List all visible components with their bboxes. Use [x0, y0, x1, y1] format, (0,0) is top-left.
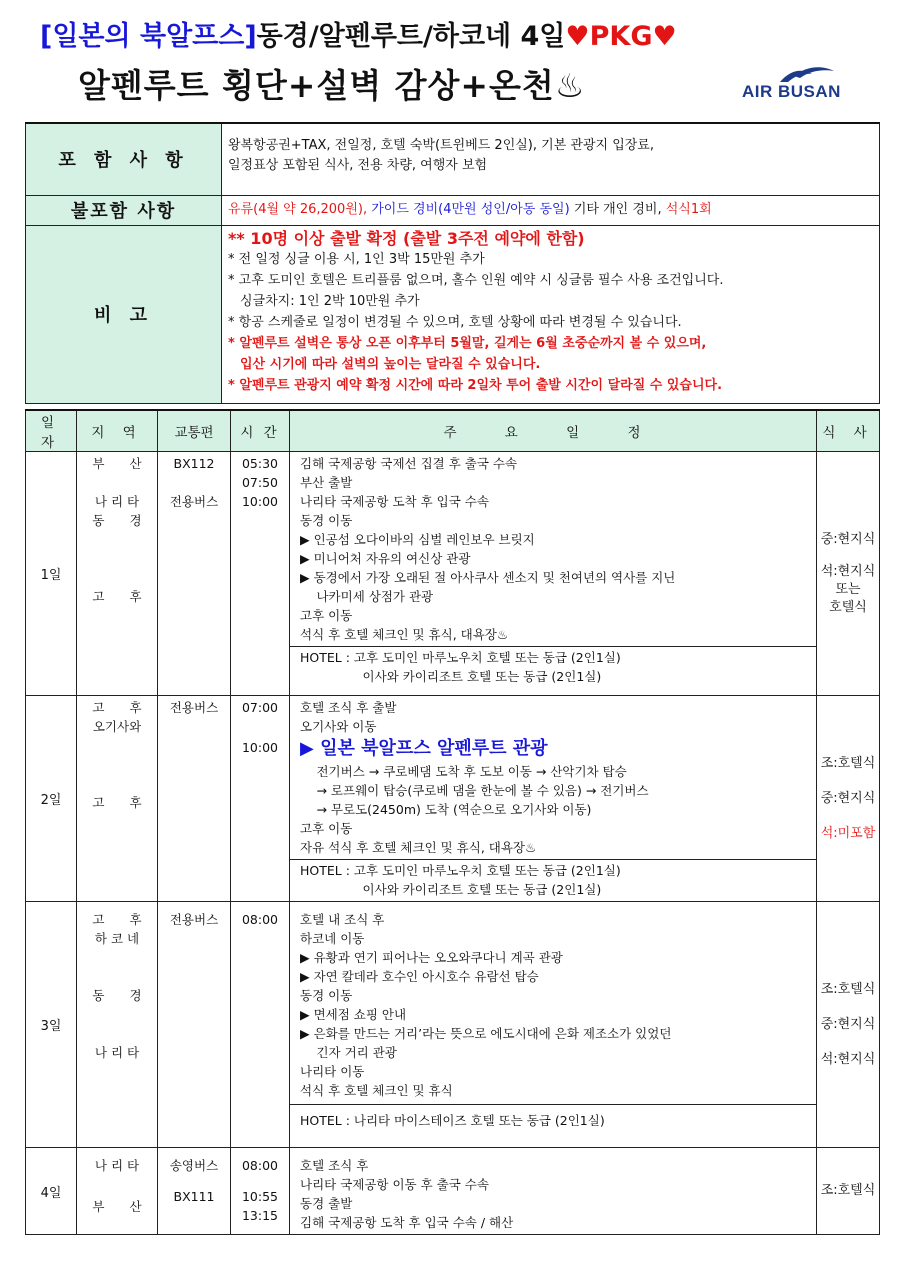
meal-item: 석:현지식	[820, 563, 876, 579]
meal-cell	[817, 696, 880, 902]
page-title	[40, 14, 880, 53]
title-route: 동경/알펜루트/하코네 4일	[256, 21, 566, 52]
itinerary-item: 김해 국제공항 국제선 집결 후 출국 수속	[300, 456, 518, 471]
region-name: 나 리 타	[94, 494, 140, 509]
region-name: 고 후	[92, 795, 142, 810]
itinerary-item: 전기버스 → 쿠로베댐 도착 후 도보 이동 → 산악기차 탑승	[300, 764, 627, 779]
itinerary-item: 오기사와 이동	[300, 719, 377, 734]
meal-cell	[817, 902, 880, 1148]
notes-line: * 항공 스케줄로 일정이 변경될 수 있으며, 호텔 상황에 따라 변경될 수 있습니다.	[228, 314, 682, 330]
notes-label: 비 고	[26, 225, 222, 403]
itinerary-item: 나리타 국제공항 도착 후 입국 수속	[300, 494, 489, 509]
itinerary-item: 나리타 이동	[300, 1064, 365, 1079]
region-name: 나 리 타	[94, 1158, 140, 1173]
excluded-etc: 기타 개인 경비,	[573, 201, 662, 217]
itinerary-item: 고후 이동	[300, 821, 353, 836]
excluded-fuel: 유류(4월 약 26,200원),	[228, 201, 368, 217]
time-value: 10:00	[241, 740, 279, 755]
itinerary-item: 자유 석식 후 호텔 체크인 및 휴식, 대욕장♨	[300, 840, 537, 855]
included-line: 왕복항공권+TAX, 전일정, 호텔 숙박(트윈베드 2인실), 기본 관광지 입장료,	[228, 138, 655, 153]
region-name: 하 코 네	[94, 931, 140, 946]
region-name: 부 산	[92, 1199, 142, 1214]
header-meal: 식 사	[817, 410, 880, 452]
region-name: 오기사와	[92, 719, 142, 734]
excluded-dinner: 석식1회	[665, 201, 712, 217]
itinerary-item: 호텔 조식 후	[300, 1158, 369, 1173]
time-value: 08:00	[241, 912, 279, 927]
transport-name: 전용버스	[169, 912, 219, 927]
meal-item: 석:미포함	[820, 825, 876, 841]
day2-row	[26, 696, 880, 902]
region-name: 부 산	[92, 456, 142, 471]
transport-cell	[158, 1148, 231, 1235]
schedule-table	[25, 409, 880, 1235]
itinerary-item: 고후 이동	[300, 608, 353, 623]
day-label: 3일	[26, 902, 77, 1148]
day4-row	[26, 1148, 880, 1235]
time-value: 10:55	[241, 1189, 279, 1204]
hotel-line: 이사와 카이리조트 호텔 또는 동급 (2인1실)	[300, 669, 602, 684]
itinerary-item: ▶ 면세점 쇼핑 안내	[300, 1007, 407, 1022]
excluded-content	[222, 195, 880, 225]
header-transport: 교통편	[158, 410, 231, 452]
itinerary-item: 부산 출발	[300, 475, 353, 490]
onsen-icon: ♨	[554, 66, 586, 105]
transport-cell	[158, 452, 231, 696]
transport-cell	[158, 696, 231, 902]
subtitle-text: 알펜루트 횡단+설벽 감상+온천	[78, 66, 555, 105]
itinerary-item: 김해 국제공항 도착 후 입국 수속 / 해산	[300, 1215, 514, 1230]
header-time: 시 간	[231, 410, 290, 452]
transport-name: 전용버스	[169, 494, 219, 509]
time-cell	[231, 696, 290, 902]
notes-headline: ** 10명 이상 출발 확정 (출발 3주전 예약에 한함)	[228, 228, 585, 248]
itinerary-cell	[290, 452, 817, 696]
meal-item: 또는	[835, 581, 861, 597]
itinerary-item: 긴자 거리 관광	[300, 1045, 397, 1060]
heart-icon: ♥	[652, 21, 677, 52]
title-pkg: PKG	[589, 21, 653, 52]
transport-name: 전용버스	[169, 700, 219, 715]
itinerary-item: 하코네 이동	[300, 931, 365, 946]
region-cell	[77, 452, 158, 696]
itinerary-item: 동경 이동	[300, 513, 353, 528]
excluded-label: 불포함 사항	[26, 195, 222, 225]
itinerary-item: 나카미세 상점가 관광	[300, 589, 434, 604]
info-table	[25, 122, 880, 404]
time-cell	[231, 902, 290, 1148]
itinerary-item: 석식 후 호텔 체크인 및 휴식, 대욕장♨	[300, 627, 509, 642]
itinerary-item: 동경 출발	[300, 1196, 353, 1211]
time-value: 13:15	[241, 1208, 279, 1223]
time-value: 08:00	[241, 1158, 279, 1173]
page-subtitle	[78, 60, 585, 107]
day-label: 4일	[26, 1148, 77, 1235]
hotel-line: 이사와 카이리조트 호텔 또는 동급 (2인1실)	[300, 882, 602, 897]
itinerary-item: 동경 이동	[300, 988, 353, 1003]
itinerary-cell	[290, 696, 817, 902]
itinerary-item: ▶ 유황과 연기 피어나는 오오와쿠다니 계곡 관광	[300, 950, 563, 965]
transport-name: BX112	[173, 456, 215, 471]
itinerary-item: → 로프웨이 탑승(쿠로베 댐을 한눈에 볼 수 있음) → 전기버스	[300, 783, 649, 798]
itinerary-item: 호텔 내 조식 후	[300, 912, 385, 927]
excluded-guide: 가이드 경비(4만원 성인/아동 동일)	[371, 201, 570, 217]
meal-item: 중:현지식	[820, 790, 876, 806]
meal-cell	[817, 1148, 880, 1235]
itinerary-item: → 무로도(2450m) 도착 (역순으로 오기사와 이동)	[300, 802, 592, 817]
airline-logo-text: AIR BUSAN	[742, 82, 841, 101]
itinerary-item: ▶ 자연 칼데라 호수인 아시호수 유람선 탑승	[300, 969, 539, 984]
meal-item: 조:호텔식	[820, 981, 876, 997]
time-value: 07:50	[241, 475, 279, 490]
included-content	[222, 123, 880, 195]
region-cell	[77, 902, 158, 1148]
hotel-info	[290, 859, 816, 901]
day1-row	[26, 452, 880, 696]
time-value: 07:00	[241, 700, 279, 715]
meal-item: 조:호텔식	[820, 755, 876, 771]
meal-item: 중:현지식	[820, 531, 876, 547]
itinerary-cell	[290, 1148, 817, 1235]
region-name: 나 리 타	[94, 1045, 140, 1060]
itinerary-item: 호텔 조식 후 출발	[300, 700, 397, 715]
region-name: 고 후	[92, 589, 142, 604]
region-cell	[77, 696, 158, 902]
time-value: 10:00	[241, 494, 279, 509]
itinerary-cell	[290, 902, 817, 1148]
transport-name: BX111	[173, 1189, 215, 1204]
notes-line: 싱글차지: 1인 2박 10만원 추가	[240, 293, 420, 309]
region-cell	[77, 1148, 158, 1235]
itinerary-item: ▶ 동경에서 가장 오래된 절 아사쿠사 센소지 및 천여년의 역사를 지닌	[300, 570, 676, 585]
transport-name: 송영버스	[169, 1158, 219, 1173]
hotel-line: HOTEL : 고후 도미인 마루노우치 호텔 또는 동급 (2인1실)	[300, 863, 621, 878]
region-name: 고 후	[92, 912, 142, 927]
hotel-line: HOTEL : 고후 도미인 마루노우치 호텔 또는 동급 (2인1실)	[300, 650, 621, 665]
title-bracket: [일본의 북알프스]	[40, 21, 257, 52]
region-name: 고 후	[92, 700, 142, 715]
notes-content	[222, 225, 880, 403]
day-label: 1일	[26, 452, 77, 696]
included-label: 포 함 사 항	[26, 123, 222, 195]
included-line: 일정표상 포함된 식사, 전용 차량, 여행자 보험	[228, 158, 488, 173]
notes-line: * 고후 도미인 호텔은 트리플룸 없으며, 홀수 인원 예약 시 싱글룸 필수 사용 조건입니다.	[228, 272, 724, 288]
region-name: 동 경	[92, 513, 142, 528]
notes-line: * 알펜루트 설벽은 통상 오픈 이후부터 5월말, 길게는 6월 초중순까지 볼 수 있으며,	[228, 335, 707, 351]
time-cell	[231, 452, 290, 696]
meal-item: 조:호텔식	[820, 1183, 876, 1198]
notes-line: * 알펜루트 관광지 예약 확정 시간에 따라 2일차 투어 출발 시간이 달라질 수 있습니다.	[228, 377, 723, 393]
meal-item: 석:현지식	[820, 1051, 876, 1067]
meal-cell	[817, 452, 880, 696]
transport-cell	[158, 902, 231, 1148]
header-itinerary: 주 요 일 정	[290, 410, 817, 452]
itinerary-item: ▶ 인공섬 오다이바의 심벌 레인보우 브릿지	[300, 532, 535, 547]
meal-item: 중:현지식	[820, 1016, 876, 1032]
airline-logo	[742, 64, 852, 108]
heart-icon: ♥	[565, 21, 590, 52]
itinerary-highlight: ▶ 일본 북알프스 알펜루트 관광	[300, 738, 548, 759]
day3-row	[26, 902, 880, 1148]
itinerary-item: ▶ 은화를 만드는 거리’라는 뜻으로 에도시대에 은화 제조소가 있었던	[300, 1026, 672, 1041]
hotel-info	[290, 1104, 816, 1136]
meal-item: 호텔식	[829, 599, 867, 615]
notes-line: 입산 시기에 따라 설벽의 높이는 달라질 수 있습니다.	[240, 356, 541, 372]
notes-line: * 전 일정 싱글 이용 시, 1인 3박 15만원 추가	[228, 251, 485, 267]
header-region: 지 역	[77, 410, 158, 452]
region-name: 동 경	[92, 988, 142, 1003]
time-value: 05:30	[241, 456, 279, 471]
itinerary-item: 나리타 국제공항 이동 후 출국 수속	[300, 1177, 489, 1192]
hotel-line: HOTEL : 나리타 마이스테이즈 호텔 또는 동급 (2인1실)	[300, 1113, 605, 1128]
header-day: 일 자	[26, 410, 77, 452]
hotel-info	[290, 646, 816, 688]
day-label: 2일	[26, 696, 77, 902]
itinerary-item: ▶ 미니어처 자유의 여신상 관광	[300, 551, 471, 566]
time-cell	[231, 1148, 290, 1235]
itinerary-item: 석식 후 호텔 체크인 및 휴식	[300, 1083, 453, 1098]
